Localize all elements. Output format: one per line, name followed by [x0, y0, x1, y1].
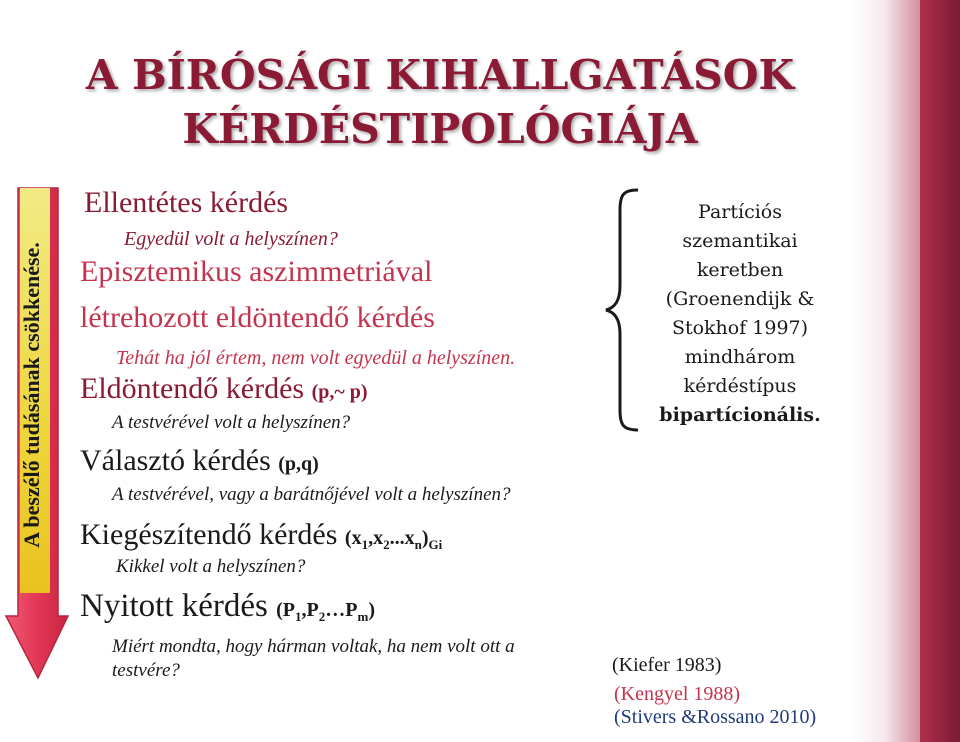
- example-kiegeszito: Kikkel volt a helyszínen?: [116, 556, 306, 577]
- example-eldontendo: A testvérével volt a helyszínen?: [112, 412, 351, 433]
- right-decorative-bar: [920, 0, 960, 742]
- note-line-8: bipartícionális.: [659, 404, 821, 426]
- heading-episztemikus-1: Episztemikus aszimmetriával: [80, 255, 433, 288]
- heading-kiegeszito-text: Kiegészítendő kérdés: [80, 518, 338, 551]
- side-label: A beszélő tudásának csökkenése.: [19, 242, 44, 548]
- example-valaszto: A testvérével, vagy a barátnőjével volt a helyszínen?: [112, 484, 511, 505]
- slide-title: [40, 48, 840, 156]
- note-line-4: (Groenendijk &: [665, 288, 815, 310]
- curly-brace-icon: [602, 186, 642, 436]
- formula-eldontendo: (p,~ p): [311, 381, 368, 403]
- example-nyitott-2: testvére?: [112, 660, 180, 681]
- formula-nyitott: $(P_1,P_2\dots P_m)$: [276, 599, 375, 624]
- note-line-5: Stokhof 1997): [671, 317, 809, 339]
- heading-eldontendo-text: Eldöntendő kérdés: [80, 372, 305, 405]
- example-nyitott-1: Miért mondta, hogy hárman voltak, ha nem volt ott a: [112, 636, 515, 657]
- note-line-6: mindhárom: [684, 346, 796, 368]
- note-line-3: keretben: [696, 259, 784, 281]
- title-line-1: A BÍRÓSÁGI KIHALLGATÁSOK: [85, 51, 795, 99]
- heading-valaszto: [80, 444, 319, 478]
- heading-kiegeszito: [80, 518, 442, 553]
- title-line-2: KÉRDÉSTIPOLÓGIÁJA: [182, 105, 698, 153]
- reference-kengyel: (Kengyel 1988): [614, 683, 741, 705]
- partition-note: [640, 198, 840, 430]
- heading-nyitott: [80, 588, 375, 625]
- example-ellentetes: Egyedül volt a helyszínen?: [124, 228, 338, 250]
- heading-nyitott-text: Nyitott kérdés: [80, 588, 268, 624]
- note-line-2: szemantikai: [682, 230, 798, 252]
- heading-episztemikus-2: létrehozott eldöntendő kérdés: [80, 301, 435, 334]
- heading-ellentetes: Ellentétes kérdés: [84, 186, 289, 219]
- reference-kiefer: (Kiefer 1983): [612, 654, 722, 676]
- note-line-7: kérdéstípus: [683, 375, 797, 397]
- heading-eldontendo: [80, 372, 368, 406]
- formula-valaszto: (p,q): [278, 453, 319, 475]
- example-episztemikus: Tehát ha jól értem, nem volt egyedül a helyszínen.: [116, 347, 516, 369]
- note-line-1: Partíciós: [698, 201, 782, 223]
- reference-stivers: (Stivers &Rossano 2010): [614, 706, 817, 728]
- formula-kiegeszito: $(x_1,x_2...x_n)_{Gi}$: [344, 527, 443, 552]
- heading-valaszto-text: Választó kérdés: [80, 444, 271, 477]
